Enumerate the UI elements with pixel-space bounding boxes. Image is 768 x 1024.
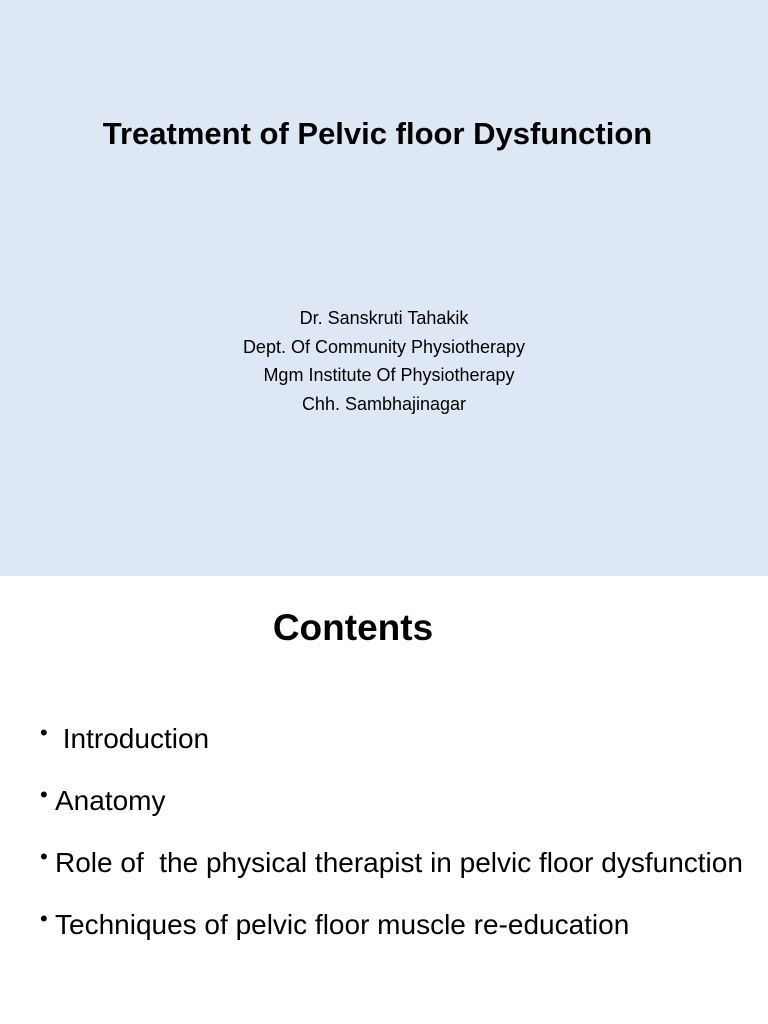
list-item [40, 898, 760, 951]
list-item-text: Introduction [55, 723, 210, 754]
list-item [40, 836, 760, 889]
list-item-text: Anatomy [55, 785, 166, 816]
contents-heading: Contents [272, 607, 434, 648]
author-name: Dr. Sanskruti Tahakik [299, 308, 469, 328]
contents-list [40, 712, 760, 960]
bullet-icon: • [40, 782, 48, 807]
author-institute: Mgm Institute Of Physiotherapy [253, 365, 515, 385]
author-department: Dept. Of Community Physiotherapy [242, 336, 526, 357]
author-city: Chh. Sambhajinagar [301, 393, 467, 414]
bullet-icon: • [40, 844, 48, 869]
presentation-title: Treatment of Pelvic floor Dysfunction [102, 116, 653, 151]
list-item [40, 712, 760, 765]
list-item [40, 774, 760, 827]
list-item-text: Role of the physical therapist in pelvic floor dysfunction [55, 847, 743, 878]
contents-slide [0, 576, 768, 1024]
author-info [0, 304, 768, 418]
bullet-icon: • [40, 906, 48, 931]
bullet-icon: • [40, 720, 48, 745]
list-item-text: Techniques of pelvic floor muscle re-education [55, 909, 630, 940]
